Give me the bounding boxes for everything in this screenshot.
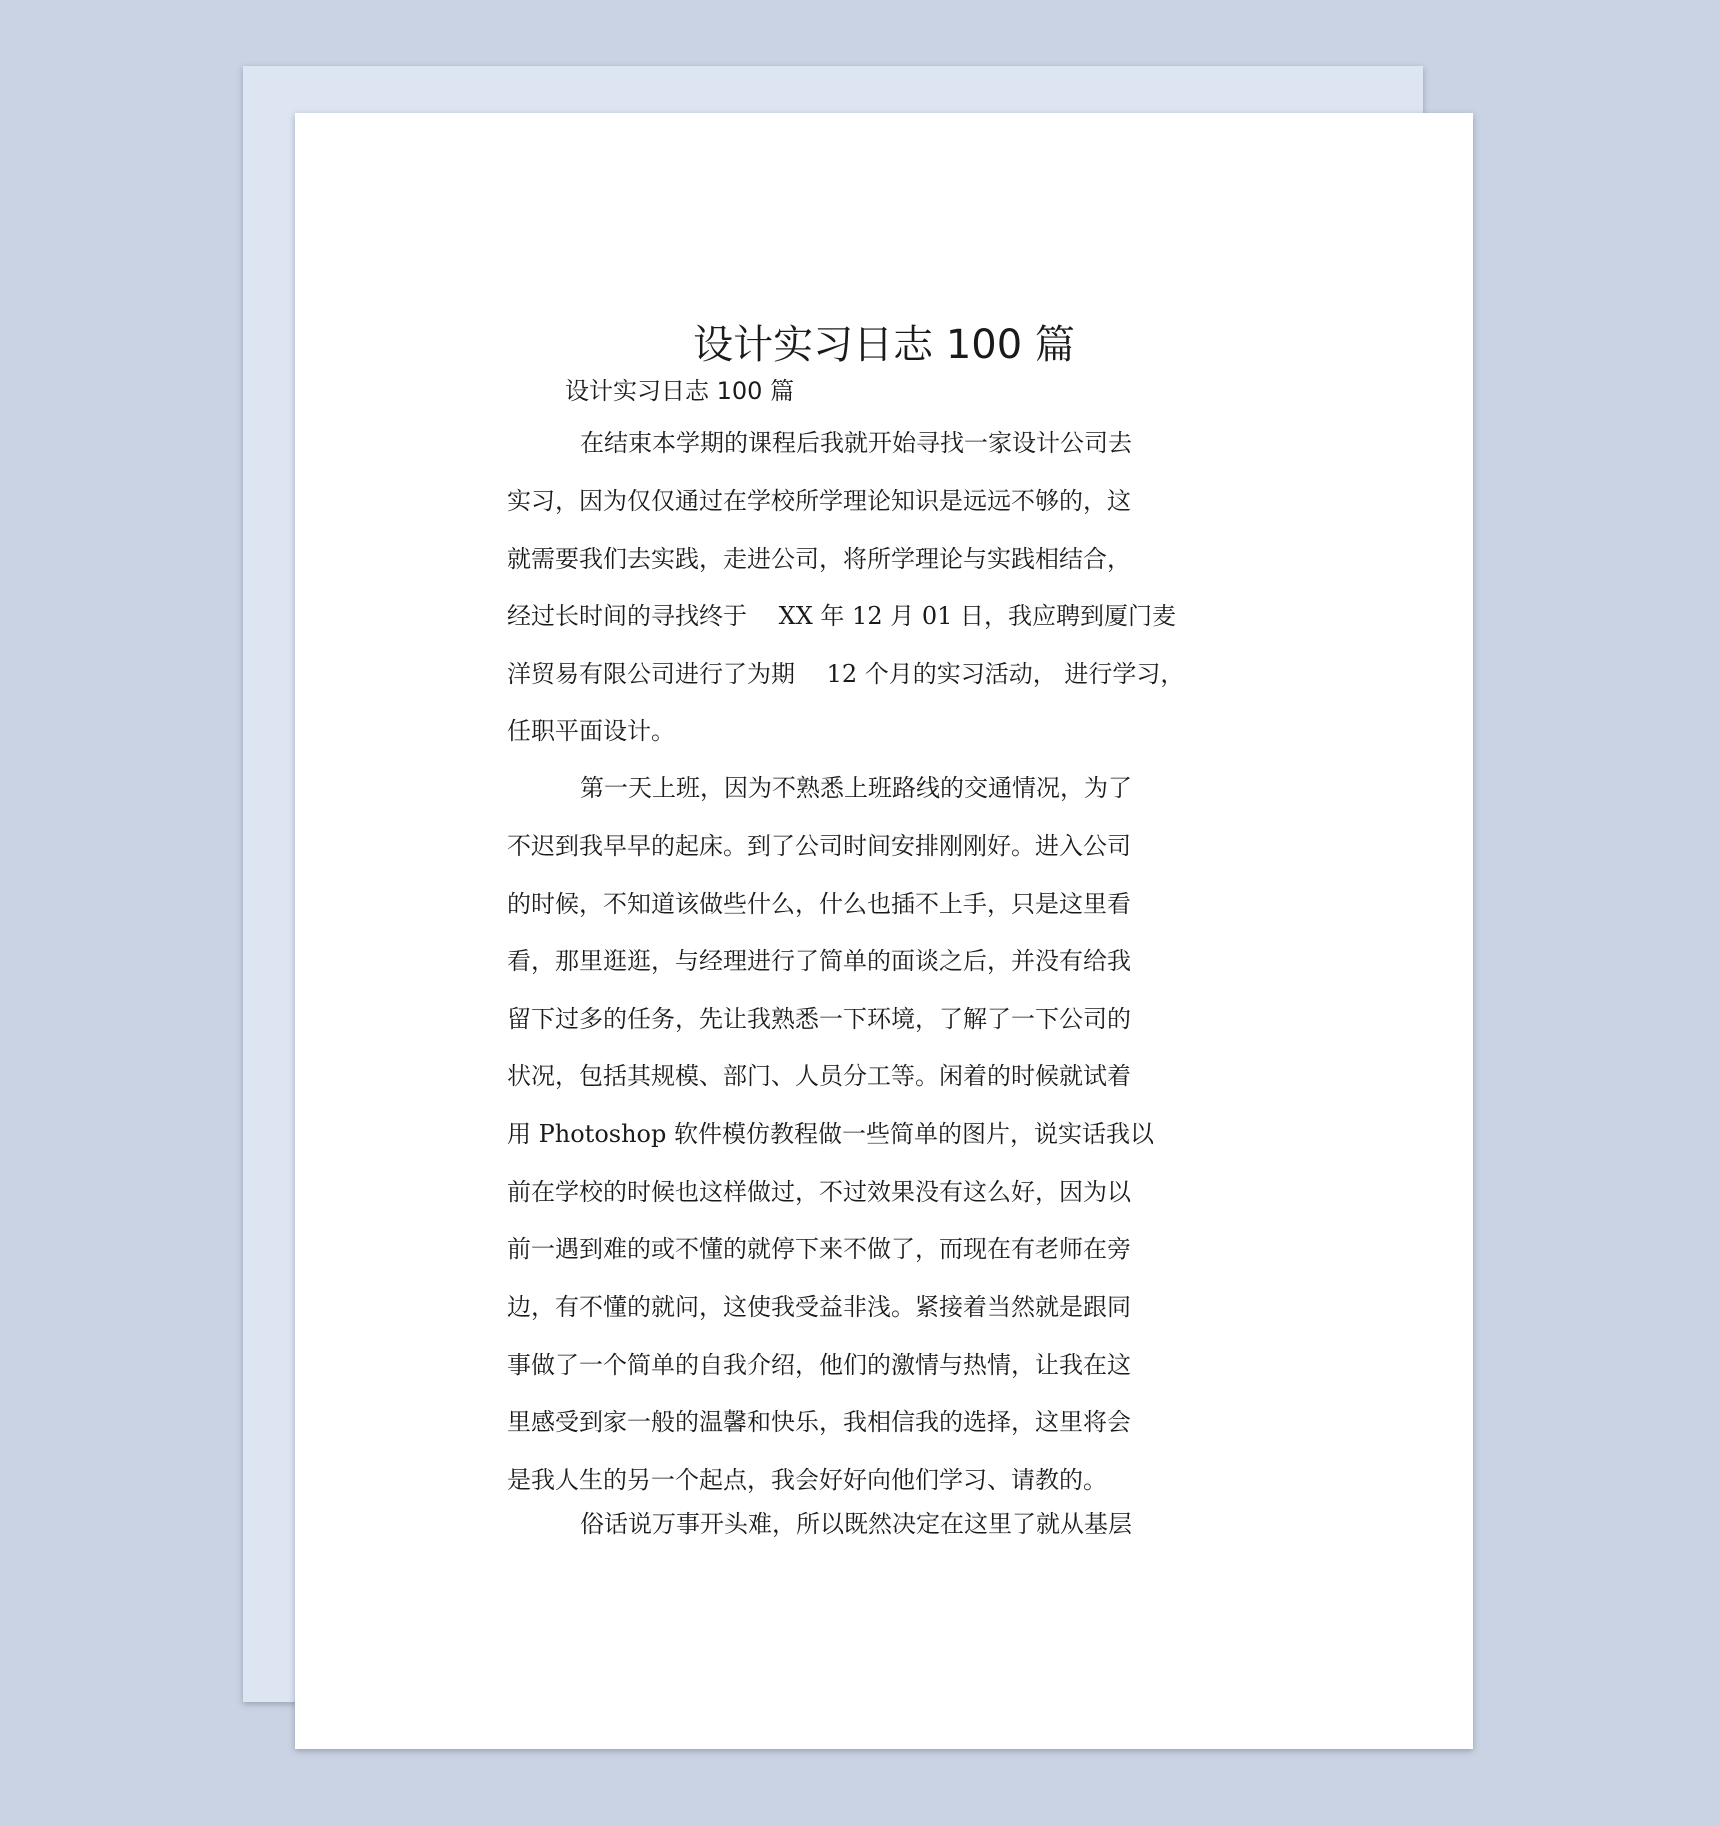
text-line: 看，那里逛逛，与经理进行了简单的面谈之后，并没有给我 (507, 947, 1131, 975)
text-line: 边，有不懂的就问，这使我受益非浅。紧接着当然就是跟同 (507, 1293, 1131, 1321)
text-line: 留下过多的任务，先让我熟悉一下环境，了解了一下公司的 (507, 1005, 1131, 1033)
text-line: 俗话说万事开头难，所以既然决定在这里了就从基层 (580, 1510, 1132, 1538)
document-title: 设计实习日志 100 篇 (693, 322, 1075, 368)
text-line: 任职平面设计。 (507, 717, 675, 745)
text-line: 的时候，不知道该做些什么，什么也插不上手，只是这里看 (507, 890, 1131, 918)
text-line: 事做了一个简单的自我介绍，他们的激情与热情，让我在这 (507, 1351, 1131, 1379)
text-line: 在结束本学期的课程后我就开始寻找一家设计公司去 (580, 429, 1132, 457)
document-subtitle: 设计实习日志 100 篇 (565, 377, 795, 405)
text-line: 第一天上班，因为不熟悉上班路线的交通情况，为了 (580, 774, 1132, 802)
text-line: 就需要我们去实践，走进公司，将所学理论与实践相结合， (507, 545, 1131, 573)
text-line: 不迟到我早早的起床。到了公司时间安排刚刚好。进入公司 (507, 832, 1131, 860)
text-line: 用 Photoshop 软件模仿教程做一些简单的图片，说实话我以 (507, 1120, 1154, 1148)
text-line: 里感受到家一般的温馨和快乐，我相信我的选择，这里将会 (507, 1408, 1131, 1436)
text-line: 前一遇到难的或不懂的就停下来不做了，而现在有老师在旁 (507, 1235, 1131, 1263)
document-page (295, 113, 1473, 1749)
text-line: 经过长时间的寻找终于 XX 年 12 月 01 日，我应聘到厦门麦 (507, 602, 1177, 630)
text-line: 前在学校的时候也这样做过，不过效果没有这么好，因为以 (507, 1178, 1131, 1206)
text-line: 洋贸易有限公司进行了为期 12 个月的实习活动， 进行学习， (507, 660, 1185, 688)
text-line: 是我人生的另一个起点，我会好好向他们学习、请教的。 (507, 1466, 1107, 1494)
text-line: 状况，包括其规模、部门、人员分工等。闲着的时候就试着 (507, 1062, 1131, 1090)
text-line: 实习，因为仅仅通过在学校所学理论知识是远远不够的，这 (507, 487, 1131, 515)
